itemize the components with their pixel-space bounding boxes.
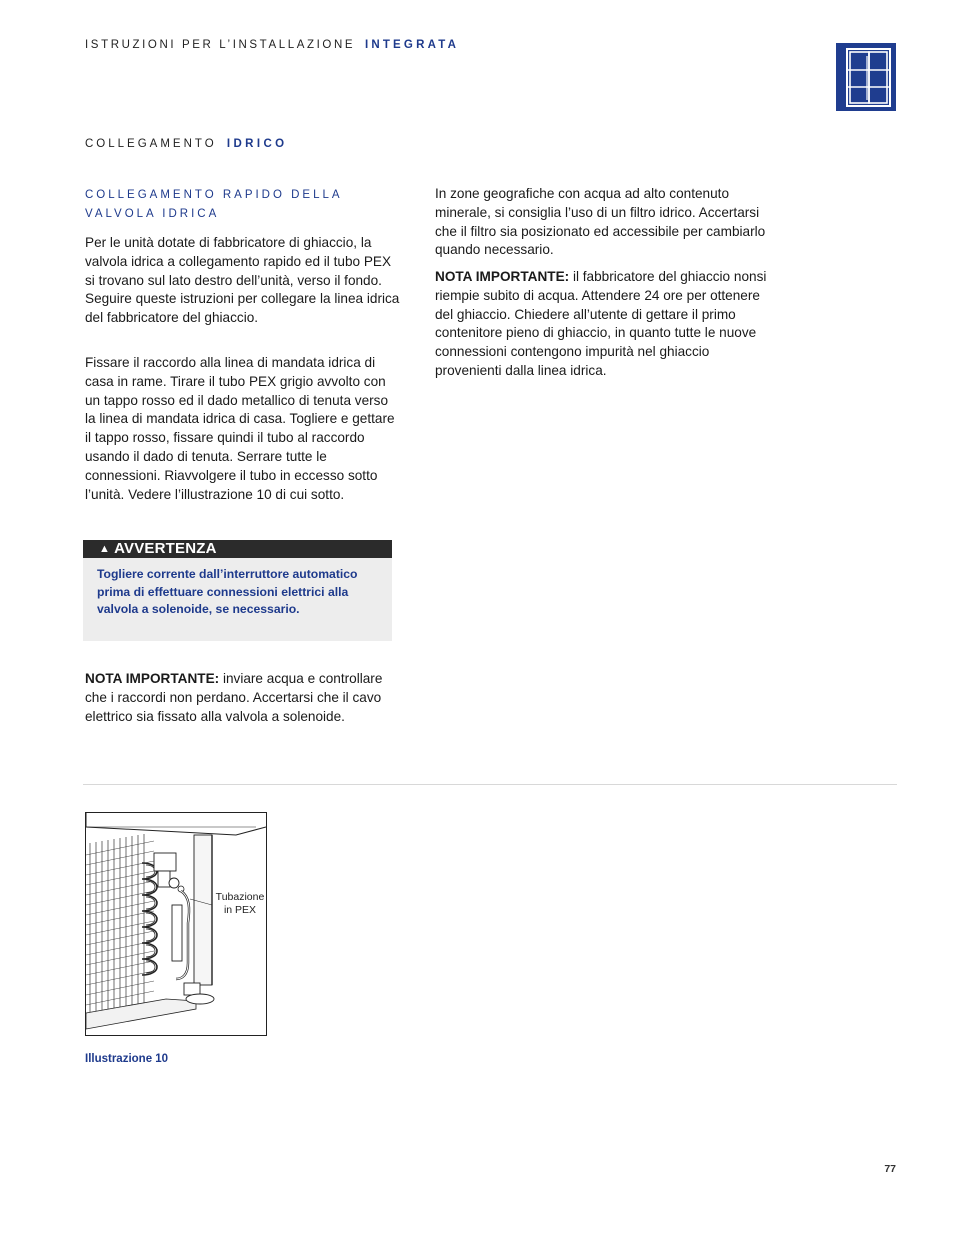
column2-note (435, 268, 775, 381)
column1-paragraph2 (85, 354, 401, 504)
section-title-accent: IDRICO (226, 138, 288, 150)
warning-text: Togliere corrente dall’interruttore automatico prima di effettuare connessioni elettrici alla valvola a solenoide, se necessario. (97, 567, 358, 616)
section-title (85, 138, 288, 150)
subsection-title-line2: VALVOLA IDRICA (85, 208, 220, 220)
warning-body (83, 558, 392, 641)
column1-para1-text: Per le unità dotate di fabbricatore di ghiaccio, la valvola idrica a collegamento rapido ed il tubo PEX si trovano sul lato destro dell’unità, verso il fondo. Seguire queste istruzioni per collegare la linea idrica del fabbricatore del ghiaccio. (85, 235, 400, 326)
warning-header (83, 540, 392, 558)
pex-tube-label-line1: Tubazione (215, 891, 265, 903)
section-divider (83, 784, 897, 785)
column2-note-label: NOTA IMPORTANTE: (435, 269, 570, 284)
column2-note-text: il fabbricatore del ghiaccio nonsi riempie subito di acqua. Attendere 24 ore per ottenere del ghiaccio. Chiedere all’utente di gettare il primo contenitore pieno di ghiaccio, in quanto tutte le nuove connessioni contengono impurità nel ghiaccio provenienti dalla linea idrica. (435, 269, 767, 378)
pex-tube-label (210, 891, 267, 917)
column1-paragraph1 (85, 234, 401, 328)
page-header (85, 39, 459, 51)
column1-note-text: inviare acqua e controllare che i raccordi non perdano. Accertarsi che il cavo elettrico sia fissato alla valvola a solenoide. (85, 671, 383, 724)
header-label: ISTRUZIONI PER L’INSTALLAZIONE (85, 39, 356, 51)
illustration-figure (85, 812, 267, 1036)
column1-note (85, 670, 401, 726)
condenser-valve-drawing (86, 813, 266, 1035)
subsection-title (85, 186, 395, 224)
pex-tube-label-line2: in PEX (223, 904, 257, 916)
figure-caption: Illustrazione 10 (85, 1053, 169, 1065)
subsection-title-line1: COLLEGAMENTO RAPIDO DELLA (85, 189, 343, 201)
warning-title: AVVERTENZA (114, 540, 217, 557)
page-number: 77 (884, 1163, 896, 1175)
refrigerator-icon (836, 43, 896, 111)
column2-paragraph1 (435, 185, 775, 260)
warning-triangle-icon: ▲ (99, 543, 111, 555)
column1-note-label: NOTA IMPORTANTE: (85, 671, 220, 686)
column2-para1-text: In zone geografiche con acqua ad alto contenuto minerale, si consiglia l’uso di un filtro idrico. Accertarsi che il filtro sia posizionato ed accessibile per cambiarlo quando necessario. (435, 186, 766, 258)
section-title-label: COLLEGAMENTO (85, 138, 217, 150)
header-accent: INTEGRATA (364, 39, 460, 51)
column1-para2-text: Fissare il raccordo alla linea di mandata idrica di casa in rame. Tirare il tubo PEX grigio avvolto con un tappo rosso ed il dado metallico di tenuta verso la linea di mandata idrica di casa. Togliere e gettare il tappo rosso, fissare quindi il tubo al raccordo usando il dado di tenuta. Serrare tutte le connessioni. Riavvolgere il tubo in eccesso sotto l’unità. Vedere l’illustrazione 10 di cui sotto. (85, 355, 395, 502)
